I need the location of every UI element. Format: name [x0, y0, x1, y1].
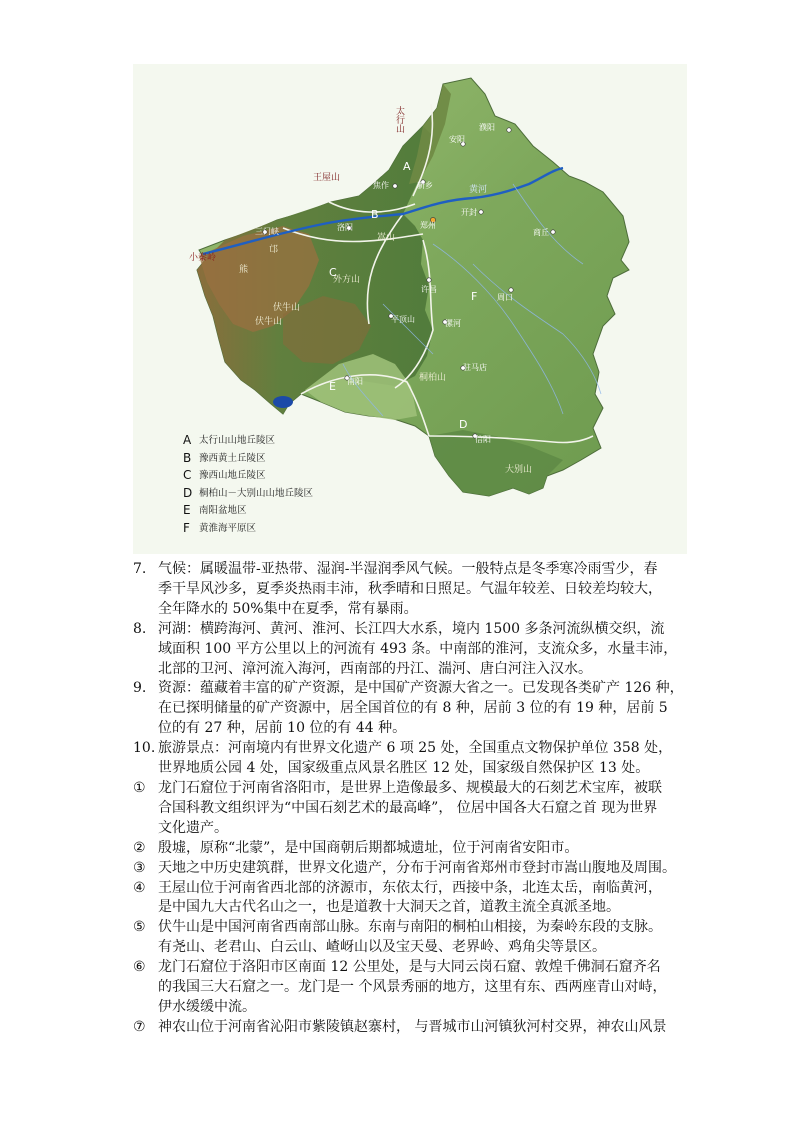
legend-label: 豫西山地丘陵区	[199, 470, 266, 482]
region-letter-c: C	[329, 266, 337, 279]
item-text-line: 的我国三大石窟之一。龙门是一 个风景秀丽的地方，这里有东、西两座青山对峙，	[158, 979, 667, 996]
item-text	[158, 918, 673, 958]
label-anyang: 安阳	[449, 135, 465, 144]
label-kaifeng: 开封	[461, 208, 477, 217]
document-body	[133, 560, 684, 1038]
map-legend	[183, 432, 313, 538]
item-marker: 7.	[133, 561, 147, 577]
item-text-line: 在已探明储量的矿产资源中，居全国首位的有 8 种，居前 3 位的有 19 种，居前 5	[158, 700, 668, 717]
label-wangwu: 王屋山	[313, 173, 341, 183]
item-text-line: 北部的卫河、漳河流入海河，西南部的丹江、湍河、唐白河注入汉水。	[158, 660, 592, 677]
legend-label: 豫西黄土丘陵区	[199, 452, 266, 464]
legend-row	[183, 432, 313, 450]
label-luoyang: 洛阳	[337, 223, 353, 232]
item-marker: ⑥	[133, 959, 146, 976]
legend-letter: E	[183, 503, 191, 518]
item-text	[158, 620, 677, 680]
region-letter-e: E	[329, 380, 336, 393]
region-letter-f: F	[471, 290, 478, 303]
label-songshan: 嵩山	[377, 233, 396, 243]
city-dot-jiaozuo	[393, 184, 397, 188]
label-zhengzhou: 郑州	[420, 221, 436, 230]
item-text-line: 全年降水的 50%集中在夏季，常有暴雨。	[158, 600, 418, 617]
label-puyang: 濮阳	[479, 123, 495, 132]
legend-label: 桐柏山－大别山山地丘陵区	[199, 487, 314, 499]
list-item	[133, 859, 676, 879]
legend-row	[183, 467, 313, 485]
item-marker: ①	[133, 779, 146, 796]
city-dot-zhoukou	[509, 288, 513, 292]
item-text-line: 龙门石窟位于洛阳市区南面 12 公里处，是与大同云岗石窟、敦煌千佛洞石窟齐名	[158, 959, 661, 976]
label-nanyang: 南阳	[347, 377, 363, 386]
legend-label: 太行山山地丘陵区	[199, 435, 276, 446]
item-marker: ③	[133, 859, 146, 876]
legend-row	[183, 502, 313, 520]
list-item	[133, 739, 673, 779]
item-text-line: 文化遗产。	[158, 819, 228, 836]
label-zhoukou: 周口	[497, 293, 513, 302]
item-marker: ④	[133, 879, 146, 896]
list-item	[133, 560, 673, 620]
list-item	[133, 918, 673, 958]
item-text-line: 龙门石窟位于河南省洛阳市，是世界上造像最多、规模最大的石刻艺术宝库，被联	[158, 779, 662, 796]
item-text-line: 季干旱风沙多，夏季炎热雨丰沛，秋季晴和日照足。气温年较差、日较差均较大，	[158, 580, 662, 597]
list-item	[133, 958, 673, 1018]
item-marker: ②	[133, 839, 146, 856]
region-letter-d: D	[459, 418, 468, 431]
legend-letter: D	[183, 485, 193, 500]
item-text	[158, 779, 673, 839]
item-text	[158, 1018, 673, 1038]
item-text-line: 域面积 100 平方公里以上的河流有 493 条。中南部的淮河，支流众多，水量丰沛，	[158, 640, 678, 657]
item-text	[158, 859, 676, 879]
item-text	[158, 839, 673, 859]
label-yellow-river: 黄河	[469, 185, 488, 195]
city-dot-puyang	[507, 128, 511, 132]
label-tongbai: 桐柏山	[419, 373, 447, 383]
item-text	[158, 560, 673, 620]
legend-row	[183, 485, 313, 503]
city-dot-kaifeng	[479, 210, 483, 214]
city-dot-xuchang	[427, 278, 431, 282]
henan-terrain-map	[133, 64, 687, 554]
label-xinxiang: 新乡	[417, 181, 433, 190]
label-pingdingshan: 平顶山	[391, 315, 415, 324]
legend-label: 黄淮海平原区	[199, 522, 257, 534]
legend-letter: C	[183, 468, 192, 483]
item-text-line: 位的有 27 种，居前 10 位的有 44 种。	[158, 720, 407, 737]
label-waifang: 外方山	[333, 275, 361, 285]
item-text	[158, 679, 684, 739]
label-luohe: 漯河	[445, 319, 461, 328]
list-item	[133, 779, 673, 839]
item-text	[158, 958, 673, 1018]
item-text-line: 伊水缓缓中流。	[158, 998, 256, 1015]
danjiangkou-reservoir	[273, 396, 293, 408]
item-marker: 8.	[133, 620, 147, 637]
item-text-line: 是中国九大古代名山之一，也是道教十大洞天之首，道教主流全真派圣地。	[158, 899, 620, 916]
item-marker: 10.	[133, 740, 156, 757]
region-letter-b: B	[371, 208, 379, 221]
label-xinyang: 信阳	[475, 435, 491, 444]
item-marker: ⑤	[133, 919, 146, 936]
legend-label: 南阳盆地区	[199, 505, 247, 517]
label-xiaoqin: 小秦岭	[189, 253, 217, 263]
item-text-line: 河湖：横跨海河、黄河、淮河、长江四大水系，境内 1500 多条河流纵横交织，流	[158, 620, 665, 637]
item-text-line: 气候：属暖温带-亚热带、湿润-半湿润季风气候。一般特点是冬季寒冷雨雪少，春	[158, 561, 658, 577]
list-item	[133, 1018, 673, 1038]
item-text-line: 殷墟，原称“北蒙”，是中国商朝后期都城遗址，位于河南省安阳市。	[158, 839, 579, 856]
list-item	[133, 879, 673, 919]
item-marker: 9.	[133, 680, 147, 697]
label-funiu: 伏牛山	[273, 303, 301, 313]
legend-row	[183, 520, 313, 538]
item-text-line: 资源：蕴藏着丰富的矿产资源，是中国矿产资源大省之一。已发现各类矿产 126 种，	[158, 680, 684, 697]
item-text-line: 天地之中历史建筑群，世界文化遗产，分布于河南省郑州市登封市嵩山腹地及周围。	[158, 859, 676, 876]
label-funiu-lower: 伏牛山	[255, 317, 283, 327]
item-text-line: 有尧山、老君山、白云山、嵖岈山以及宝天曼、老界岭、鸡角尖等景区。	[158, 939, 606, 956]
item-text-line: 伏牛山是中国河南省西南部山脉。东南与南阳的桐柏山相接，为秦岭东段的支脉。	[158, 919, 662, 936]
city-dot-shangqiu	[551, 230, 555, 234]
label-xuchang: 许昌	[421, 285, 437, 294]
label-dabie: 大别山	[505, 465, 533, 475]
list-item	[133, 620, 678, 680]
list-item	[133, 679, 684, 739]
legend-row	[183, 450, 313, 468]
label-sanmenxia: 三门峡	[255, 227, 279, 236]
item-text-line: 世界地质公园 4 处，国家级重点风景名胜区 12 处，国家级自然保护区 13 处。	[158, 760, 650, 777]
item-text	[158, 739, 673, 779]
label-zhumadian: 驻马店	[463, 363, 487, 372]
region-letter-a: A	[403, 160, 411, 173]
label-taihang: 太行山	[394, 106, 404, 133]
label-mang: 邙	[269, 245, 279, 255]
item-text-line: 神农山位于河南省沁阳市紫陵镇赵寨村， 与晋城市山河镇狄河村交界，神农山风景	[158, 1018, 667, 1035]
item-text	[158, 879, 673, 919]
item-text-line: 合国科教文组织评为“中国石刻艺术的最高峰”， 位居中国各大石窟之首 现为世界	[158, 799, 658, 816]
item-text-line: 旅游景点：河南境内有世界文化遗产 6 项 25 处，全国重点文物保护单位 358 处，	[158, 740, 673, 757]
list-item	[133, 839, 673, 859]
label-xiong: 熊	[239, 265, 249, 275]
item-marker: ⑦	[133, 1018, 146, 1035]
legend-letter: F	[183, 520, 190, 535]
item-text-line: 王屋山位于河南省西北部的济源市，东依太行，西接中条，北连太岳，南临黄河，	[158, 879, 662, 896]
label-shangqiu: 商丘	[533, 228, 549, 237]
label-jiaozuo: 焦作	[373, 181, 389, 190]
legend-letter: B	[183, 450, 192, 465]
legend-letter: A	[183, 433, 192, 447]
